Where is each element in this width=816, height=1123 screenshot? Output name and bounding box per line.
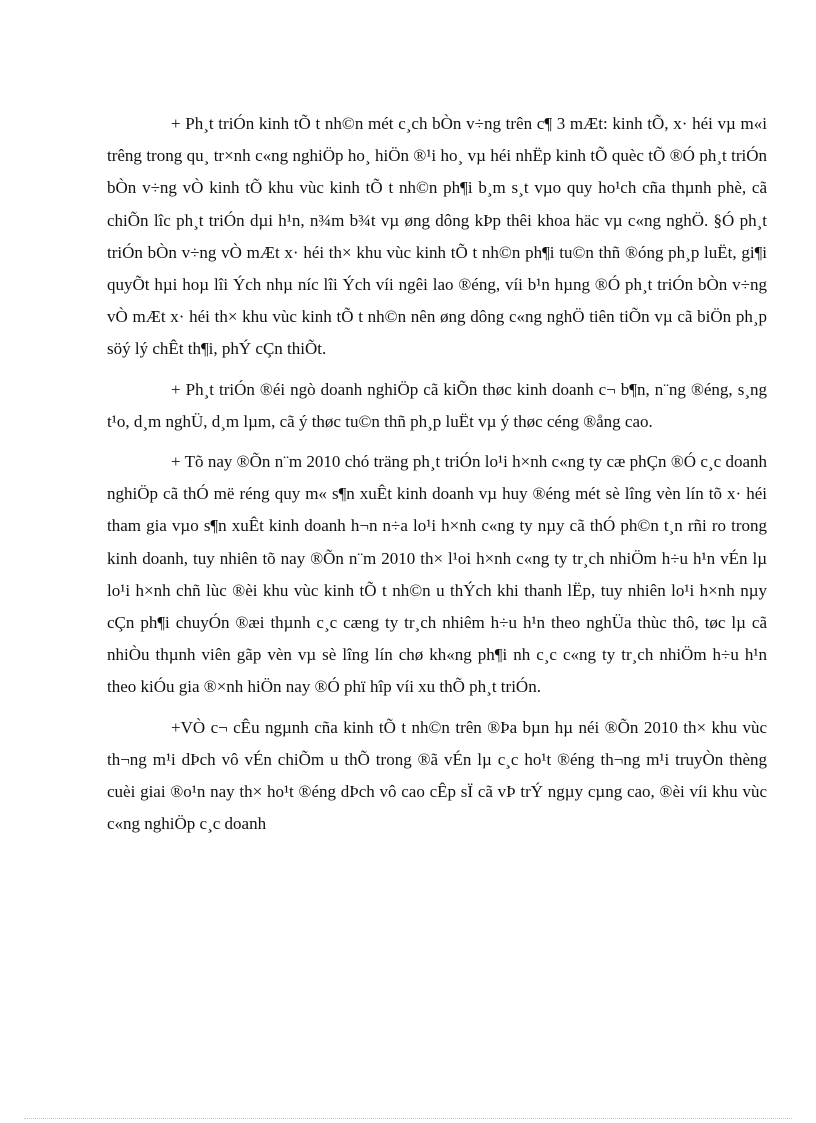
page-bottom-divider — [24, 1118, 792, 1119]
paragraph-2: + Ph¸t triÓn ®éi ngò doanh nghiÖp cã kiÕn thøc kinh doanh c¬ b¶n, n¨ng ®éng, s¸ng t¹o, d¸m nghÜ, d¸m lµm, cã ý thøc tu©n thñ ph¸p luËt vµ ý thøc céng ®ång cao. — [107, 379, 767, 431]
body-text — [107, 108, 767, 848]
paragraph-1: + Ph¸t triÓn kinh tÕ t nh©n mét c¸ch bÒn v÷ng trên c¶ 3 mÆt: kinh tÕ, x· héi vµ m«i trêng trong qu¸ tr×nh c«ng nghiÖp ho¸ hiÖn ®¹i ho¸ vµ héi nhËp kinh tÕ quèc tÕ ®Ó ph¸t triÓn bÒn v÷ng vÒ kinh tÕ khu vùc kinh tÕ t nh©n ph¶i b¸m s¸t vµo quy ho¹ch cña thµnh phè, cã chiÕn lîc ph¸t triÓn dµi h¹n, n¾m b¾t vµ øng dông kÞp thêi khoa häc vµ c«ng nghÖ. §Ó ph¸t triÓn bÒn v÷ng vÒ mÆt x· héi th× khu vùc kinh tÕ t nh©n ph¶i tu©n thñ ®óng ph¸p luËt, gi¶i quyÕt hµi hoµ lîi Ých nhµ níc lîi Ých víi ngêi lao ®éng, víi b¹n hµng ®Ó ph¸t triÓn bÒn v÷ng vÒ mÆt x· héi th× khu vùc kinh tÕ t nh©n nên øng dông c«ng nghÖ tiên tiÕn vµ cã biÖn ph¸p söý lý chÊt th¶i, phÝ cÇn thiÕt. — [107, 114, 767, 359]
paragraph-3: + Tõ nay ®Õn n¨m 2010 chó träng ph¸t triÓn lo¹i h×nh c«ng ty cæ phÇn ®Ó c¸c doanh nghiÖp cã thÓ më réng quy m« s¶n xuÊt kinh doanh vµ huy ®éng mét sè lîng vèn lín tõ x· héi tham gia vµo s¶n xuÊt kinh doanh h¬n n÷a lo¹i h×nh c«ng ty nµy cã thÓ ph©n t¸n rñi ro trong kinh doanh, tuy nhiên tõ nay ®Õn n¨m 2010 th× l¹oi h×nh c«ng ty tr¸ch nhiÖm h÷u h¹n vÉn lµ lo¹i h×nh chñ lùc ®èi khu vùc kinh tÕ t nh©n u thÝch khi thanh lËp, tuy nhiên lo¹i h×nh nµy cÇn ph¶i chuyÓn ®æi thµnh c¸c cæng ty tr¸ch nhiêm h÷u h¹n theo nghÜa thùc thô, tøc lµ cã nhiÒu thµnh viên gãp vèn vµ sè lîng lín chø kh«ng ph¶i nh c¸c c«ng ty tr¸ch nhiÖm h÷u h¹n theo kiÓu gia ®×nh hiÖn nay ®Ó phï hîp víi xu thÕ ph¸t triÓn. — [107, 452, 767, 697]
paragraph-4: +VÒ c¬ cÊu ngµnh cña kinh tÕ t nh©n trên ®Þa bµn hµ néi ®Õn 2010 th× khu vùc th¬ng m¹i dÞch vô vÉn chiÕm u thÕ trong ®ã vÉn lµ c¸c ho¹t ®éng th¬ng m¹i truyÒn thèng cuèi giai ®o¹n nay th× ho¹t ®éng dÞch vô cao cÊp sÏ cã vÞ trÝ ngµy cµng cao, ®èi víi khu vùc c«ng nghiÖp c¸c doanh — [107, 717, 767, 834]
